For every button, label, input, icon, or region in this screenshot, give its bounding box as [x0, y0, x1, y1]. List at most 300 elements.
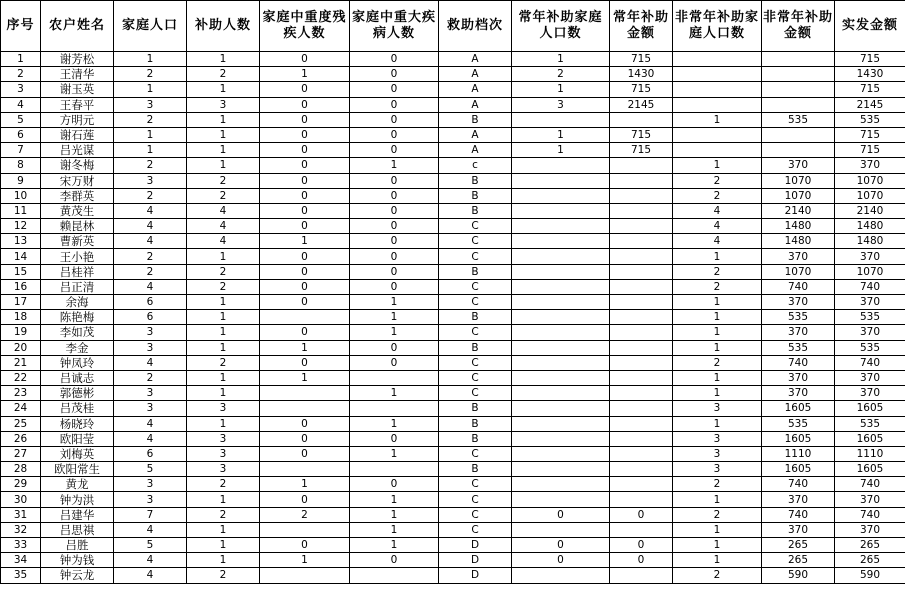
cell-disability-count: 0: [260, 112, 350, 127]
cell-grade: A: [439, 82, 512, 97]
cell-regular-amount: 1430: [610, 67, 673, 82]
cell-illness-count: 1: [350, 492, 439, 507]
table-row: [1, 97, 905, 112]
cell-illness-count: 0: [350, 340, 439, 355]
cell-grade: C: [439, 325, 512, 340]
cell-irregular-amount: 265: [762, 538, 835, 553]
cell-grade: B: [439, 431, 512, 446]
cell-subsidized-count: 1: [187, 52, 260, 67]
cell-paid-amount: 740: [835, 279, 905, 294]
cell-subsidized-count: 1: [187, 127, 260, 142]
cell-irregular-people: [673, 52, 762, 67]
cell-subsidized-count: 1: [187, 370, 260, 385]
cell-subsidized-count: 4: [187, 203, 260, 218]
cell-irregular-people: 1: [673, 112, 762, 127]
cell-name: 吕茂桂: [41, 401, 114, 416]
cell-paid-amount: 740: [835, 477, 905, 492]
cell-regular-amount: [610, 401, 673, 416]
table-row: [1, 112, 905, 127]
cell-subsidized-count: 1: [187, 522, 260, 537]
cell-family-size: 3: [114, 401, 187, 416]
cell-paid-amount: 370: [835, 492, 905, 507]
cell-regular-amount: 715: [610, 52, 673, 67]
header-household-name: 农户姓名: [41, 1, 114, 52]
table-row: [1, 143, 905, 158]
cell-irregular-amount: [762, 97, 835, 112]
cell-grade: A: [439, 97, 512, 112]
cell-subsidized-count: 1: [187, 249, 260, 264]
cell-paid-amount: 370: [835, 522, 905, 537]
cell-family-size: 4: [114, 279, 187, 294]
cell-grade: B: [439, 340, 512, 355]
cell-name: 钟为钱: [41, 553, 114, 568]
cell-subsidized-count: 2: [187, 279, 260, 294]
cell-name: 谢石莲: [41, 127, 114, 142]
cell-irregular-people: 1: [673, 249, 762, 264]
cell-disability-count: 0: [260, 203, 350, 218]
cell-paid-amount: 1070: [835, 188, 905, 203]
cell-illness-count: 1: [350, 386, 439, 401]
cell-family-size: 6: [114, 310, 187, 325]
cell-grade: C: [439, 370, 512, 385]
cell-regular-people: [512, 477, 610, 492]
cell-irregular-amount: 370: [762, 295, 835, 310]
cell-grade: A: [439, 67, 512, 82]
cell-family-size: 3: [114, 340, 187, 355]
cell-grade: C: [439, 279, 512, 294]
cell-index: 28: [1, 462, 41, 477]
cell-illness-count: 1: [350, 522, 439, 537]
cell-irregular-amount: 1480: [762, 219, 835, 234]
cell-irregular-amount: [762, 52, 835, 67]
cell-family-size: 1: [114, 52, 187, 67]
cell-regular-people: [512, 462, 610, 477]
cell-disability-count: 0: [260, 188, 350, 203]
cell-index: 14: [1, 249, 41, 264]
cell-illness-count: 0: [350, 173, 439, 188]
cell-subsidized-count: 3: [187, 462, 260, 477]
cell-illness-count: 0: [350, 127, 439, 142]
cell-disability-count: 0: [260, 416, 350, 431]
cell-name: 谢冬梅: [41, 158, 114, 173]
cell-family-size: 4: [114, 553, 187, 568]
cell-index: 30: [1, 492, 41, 507]
cell-name: 吕诚志: [41, 370, 114, 385]
cell-regular-people: 1: [512, 143, 610, 158]
cell-irregular-people: 1: [673, 325, 762, 340]
cell-paid-amount: 2140: [835, 203, 905, 218]
cell-irregular-amount: [762, 82, 835, 97]
cell-irregular-amount: 1605: [762, 462, 835, 477]
cell-regular-people: [512, 401, 610, 416]
cell-paid-amount: 1480: [835, 219, 905, 234]
cell-irregular-people: 4: [673, 219, 762, 234]
table-row: [1, 386, 905, 401]
cell-subsidized-count: 2: [187, 264, 260, 279]
cell-index: 31: [1, 507, 41, 522]
cell-paid-amount: 715: [835, 127, 905, 142]
header-family-size: 家庭人口: [114, 1, 187, 52]
cell-grade: D: [439, 568, 512, 583]
cell-disability-count: 0: [260, 325, 350, 340]
cell-subsidized-count: 1: [187, 295, 260, 310]
table-row: [1, 295, 905, 310]
cell-grade: C: [439, 249, 512, 264]
cell-illness-count: [350, 568, 439, 583]
cell-grade: A: [439, 127, 512, 142]
cell-index: 6: [1, 127, 41, 142]
cell-disability-count: [260, 568, 350, 583]
cell-grade: B: [439, 203, 512, 218]
cell-regular-amount: [610, 203, 673, 218]
cell-irregular-amount: 1605: [762, 401, 835, 416]
cell-family-size: 6: [114, 295, 187, 310]
cell-illness-count: 0: [350, 219, 439, 234]
cell-index: 3: [1, 82, 41, 97]
cell-grade: C: [439, 355, 512, 370]
cell-index: 22: [1, 370, 41, 385]
cell-regular-people: [512, 325, 610, 340]
cell-subsidized-count: 4: [187, 234, 260, 249]
cell-paid-amount: 1070: [835, 264, 905, 279]
cell-irregular-people: 2: [673, 355, 762, 370]
cell-index: 7: [1, 143, 41, 158]
cell-family-size: 6: [114, 446, 187, 461]
table-row: [1, 249, 905, 264]
table-row: [1, 538, 905, 553]
table-row: [1, 234, 905, 249]
cell-regular-amount: 0: [610, 553, 673, 568]
cell-regular-amount: [610, 188, 673, 203]
cell-index: 27: [1, 446, 41, 461]
cell-illness-count: 0: [350, 234, 439, 249]
cell-irregular-people: 3: [673, 462, 762, 477]
cell-index: 8: [1, 158, 41, 173]
table-row: [1, 325, 905, 340]
cell-regular-amount: [610, 522, 673, 537]
cell-regular-people: [512, 446, 610, 461]
cell-subsidized-count: 1: [187, 112, 260, 127]
header-subsidized-count: 补助人数: [187, 1, 260, 52]
cell-regular-amount: [610, 355, 673, 370]
cell-grade: A: [439, 52, 512, 67]
cell-regular-amount: [610, 492, 673, 507]
cell-irregular-people: 4: [673, 234, 762, 249]
cell-index: 17: [1, 295, 41, 310]
cell-regular-people: [512, 386, 610, 401]
cell-regular-amount: [610, 264, 673, 279]
cell-paid-amount: 1605: [835, 431, 905, 446]
cell-regular-people: [512, 188, 610, 203]
cell-irregular-people: [673, 143, 762, 158]
cell-disability-count: 0: [260, 82, 350, 97]
cell-name: 李金: [41, 340, 114, 355]
cell-grade: C: [439, 386, 512, 401]
cell-grade: C: [439, 234, 512, 249]
cell-index: 34: [1, 553, 41, 568]
cell-family-size: 2: [114, 67, 187, 82]
cell-paid-amount: 1605: [835, 462, 905, 477]
cell-regular-people: 1: [512, 52, 610, 67]
cell-regular-people: 2: [512, 67, 610, 82]
cell-disability-count: [260, 401, 350, 416]
cell-irregular-amount: [762, 143, 835, 158]
cell-regular-people: [512, 431, 610, 446]
cell-disability-count: 0: [260, 219, 350, 234]
table-row: [1, 370, 905, 385]
cell-name: 吕正清: [41, 279, 114, 294]
cell-irregular-people: 3: [673, 401, 762, 416]
cell-name: 钟凤玲: [41, 355, 114, 370]
cell-illness-count: 1: [350, 416, 439, 431]
cell-irregular-amount: 1070: [762, 173, 835, 188]
cell-paid-amount: 1430: [835, 67, 905, 82]
cell-family-size: 5: [114, 462, 187, 477]
cell-index: 13: [1, 234, 41, 249]
cell-illness-count: 1: [350, 295, 439, 310]
cell-regular-people: [512, 203, 610, 218]
cell-illness-count: 0: [350, 355, 439, 370]
cell-disability-count: 0: [260, 97, 350, 112]
cell-regular-amount: 715: [610, 82, 673, 97]
cell-irregular-people: 1: [673, 370, 762, 385]
cell-subsidized-count: 2: [187, 477, 260, 492]
cell-irregular-amount: 370: [762, 325, 835, 340]
cell-grade: C: [439, 507, 512, 522]
cell-regular-people: [512, 219, 610, 234]
cell-family-size: 4: [114, 355, 187, 370]
cell-name: 欧阳常生: [41, 462, 114, 477]
cell-disability-count: 0: [260, 492, 350, 507]
cell-illness-count: 1: [350, 310, 439, 325]
table-row: [1, 431, 905, 446]
cell-family-size: 7: [114, 507, 187, 522]
table-row: [1, 568, 905, 583]
cell-disability-count: 0: [260, 295, 350, 310]
cell-index: 33: [1, 538, 41, 553]
cell-family-size: 3: [114, 477, 187, 492]
cell-illness-count: 0: [350, 82, 439, 97]
cell-regular-people: [512, 492, 610, 507]
cell-illness-count: 1: [350, 158, 439, 173]
cell-name: 郭德彬: [41, 386, 114, 401]
cell-paid-amount: 370: [835, 295, 905, 310]
cell-irregular-people: 1: [673, 522, 762, 537]
cell-name: 吕光谋: [41, 143, 114, 158]
cell-family-size: 5: [114, 538, 187, 553]
cell-name: 李群英: [41, 188, 114, 203]
cell-name: 欧阳莹: [41, 431, 114, 446]
cell-index: 5: [1, 112, 41, 127]
cell-irregular-amount: 1110: [762, 446, 835, 461]
header-row: [1, 1, 905, 52]
cell-irregular-amount: 1070: [762, 264, 835, 279]
cell-grade: B: [439, 310, 512, 325]
cell-regular-amount: [610, 249, 673, 264]
cell-grade: B: [439, 462, 512, 477]
cell-family-size: 3: [114, 386, 187, 401]
header-regular-subsidy-amount: 常年补助金额: [610, 1, 673, 52]
table-row: [1, 340, 905, 355]
cell-illness-count: 0: [350, 143, 439, 158]
cell-index: 12: [1, 219, 41, 234]
cell-subsidized-count: 2: [187, 188, 260, 203]
cell-name: 吕建华: [41, 507, 114, 522]
cell-grade: A: [439, 143, 512, 158]
cell-irregular-amount: 590: [762, 568, 835, 583]
cell-name: 曹新英: [41, 234, 114, 249]
cell-subsidized-count: 1: [187, 553, 260, 568]
cell-index: 25: [1, 416, 41, 431]
header-index: 序号: [1, 1, 41, 52]
cell-irregular-amount: 1480: [762, 234, 835, 249]
cell-irregular-amount: 2140: [762, 203, 835, 218]
table-body: [1, 52, 905, 584]
cell-irregular-people: 1: [673, 492, 762, 507]
cell-regular-amount: [610, 477, 673, 492]
cell-disability-count: [260, 462, 350, 477]
cell-family-size: 3: [114, 173, 187, 188]
table-row: [1, 355, 905, 370]
cell-name: 方明元: [41, 112, 114, 127]
cell-paid-amount: 590: [835, 568, 905, 583]
cell-paid-amount: 370: [835, 386, 905, 401]
cell-family-size: 4: [114, 431, 187, 446]
cell-irregular-amount: 535: [762, 310, 835, 325]
cell-disability-count: 1: [260, 67, 350, 82]
cell-disability-count: 0: [260, 264, 350, 279]
cell-grade: D: [439, 538, 512, 553]
cell-disability-count: 1: [260, 370, 350, 385]
cell-illness-count: 0: [350, 97, 439, 112]
cell-index: 9: [1, 173, 41, 188]
cell-family-size: 3: [114, 97, 187, 112]
cell-index: 18: [1, 310, 41, 325]
cell-disability-count: 0: [260, 143, 350, 158]
header-irregular-subsidy-people: 非常年补助家庭人口数: [673, 1, 762, 52]
cell-disability-count: 1: [260, 553, 350, 568]
cell-index: 2: [1, 67, 41, 82]
cell-name: 吕桂祥: [41, 264, 114, 279]
cell-irregular-people: 2: [673, 188, 762, 203]
cell-irregular-amount: 535: [762, 340, 835, 355]
cell-name: 刘梅英: [41, 446, 114, 461]
cell-irregular-people: 1: [673, 386, 762, 401]
cell-grade: D: [439, 553, 512, 568]
cell-illness-count: 0: [350, 67, 439, 82]
cell-subsidized-count: 2: [187, 507, 260, 522]
cell-disability-count: 0: [260, 249, 350, 264]
cell-regular-amount: [610, 431, 673, 446]
cell-subsidized-count: 1: [187, 416, 260, 431]
cell-grade: C: [439, 295, 512, 310]
header-irregular-subsidy-amount: 非常年补助金额: [762, 1, 835, 52]
cell-index: 4: [1, 97, 41, 112]
cell-family-size: 3: [114, 325, 187, 340]
cell-regular-people: [512, 249, 610, 264]
cell-irregular-amount: 370: [762, 522, 835, 537]
cell-regular-amount: [610, 386, 673, 401]
cell-irregular-people: [673, 127, 762, 142]
table-row: [1, 82, 905, 97]
cell-paid-amount: 535: [835, 112, 905, 127]
cell-regular-people: [512, 355, 610, 370]
cell-regular-people: [512, 416, 610, 431]
cell-subsidized-count: 3: [187, 446, 260, 461]
cell-disability-count: 0: [260, 52, 350, 67]
cell-regular-amount: [610, 340, 673, 355]
cell-index: 26: [1, 431, 41, 446]
cell-regular-people: [512, 568, 610, 583]
table-row: [1, 158, 905, 173]
cell-irregular-people: 2: [673, 279, 762, 294]
cell-index: 1: [1, 52, 41, 67]
cell-illness-count: [350, 462, 439, 477]
cell-grade: C: [439, 219, 512, 234]
table-row: [1, 507, 905, 522]
table-row: [1, 522, 905, 537]
cell-regular-amount: 0: [610, 507, 673, 522]
cell-regular-amount: [610, 234, 673, 249]
cell-index: 16: [1, 279, 41, 294]
cell-index: 32: [1, 522, 41, 537]
cell-name: 谢芳松: [41, 52, 114, 67]
cell-name: 钟为洪: [41, 492, 114, 507]
cell-name: 吕胜: [41, 538, 114, 553]
cell-paid-amount: 535: [835, 310, 905, 325]
table-row: [1, 67, 905, 82]
cell-irregular-amount: 535: [762, 112, 835, 127]
cell-illness-count: 1: [350, 446, 439, 461]
cell-regular-people: 0: [512, 538, 610, 553]
cell-paid-amount: 370: [835, 249, 905, 264]
cell-irregular-amount: 370: [762, 249, 835, 264]
cell-irregular-people: [673, 97, 762, 112]
cell-regular-amount: [610, 295, 673, 310]
cell-family-size: 2: [114, 249, 187, 264]
cell-regular-people: [512, 158, 610, 173]
cell-subsidized-count: 1: [187, 143, 260, 158]
cell-irregular-people: 2: [673, 507, 762, 522]
cell-irregular-people: [673, 67, 762, 82]
cell-grade: C: [439, 446, 512, 461]
cell-irregular-people: 1: [673, 295, 762, 310]
cell-paid-amount: 715: [835, 82, 905, 97]
cell-paid-amount: 1110: [835, 446, 905, 461]
cell-grade: c: [439, 158, 512, 173]
table-row: [1, 446, 905, 461]
cell-family-size: 2: [114, 158, 187, 173]
cell-family-size: 4: [114, 203, 187, 218]
cell-subsidized-count: 2: [187, 67, 260, 82]
cell-family-size: 4: [114, 219, 187, 234]
cell-disability-count: 0: [260, 173, 350, 188]
cell-irregular-people: 1: [673, 158, 762, 173]
cell-regular-amount: [610, 279, 673, 294]
cell-paid-amount: 265: [835, 553, 905, 568]
cell-regular-people: [512, 234, 610, 249]
cell-index: 10: [1, 188, 41, 203]
cell-grade: B: [439, 401, 512, 416]
cell-regular-people: [512, 310, 610, 325]
cell-subsidized-count: 3: [187, 401, 260, 416]
cell-irregular-amount: 265: [762, 553, 835, 568]
cell-illness-count: 0: [350, 52, 439, 67]
table-row: [1, 416, 905, 431]
table-row: [1, 553, 905, 568]
cell-paid-amount: 370: [835, 325, 905, 340]
cell-regular-amount: [610, 462, 673, 477]
